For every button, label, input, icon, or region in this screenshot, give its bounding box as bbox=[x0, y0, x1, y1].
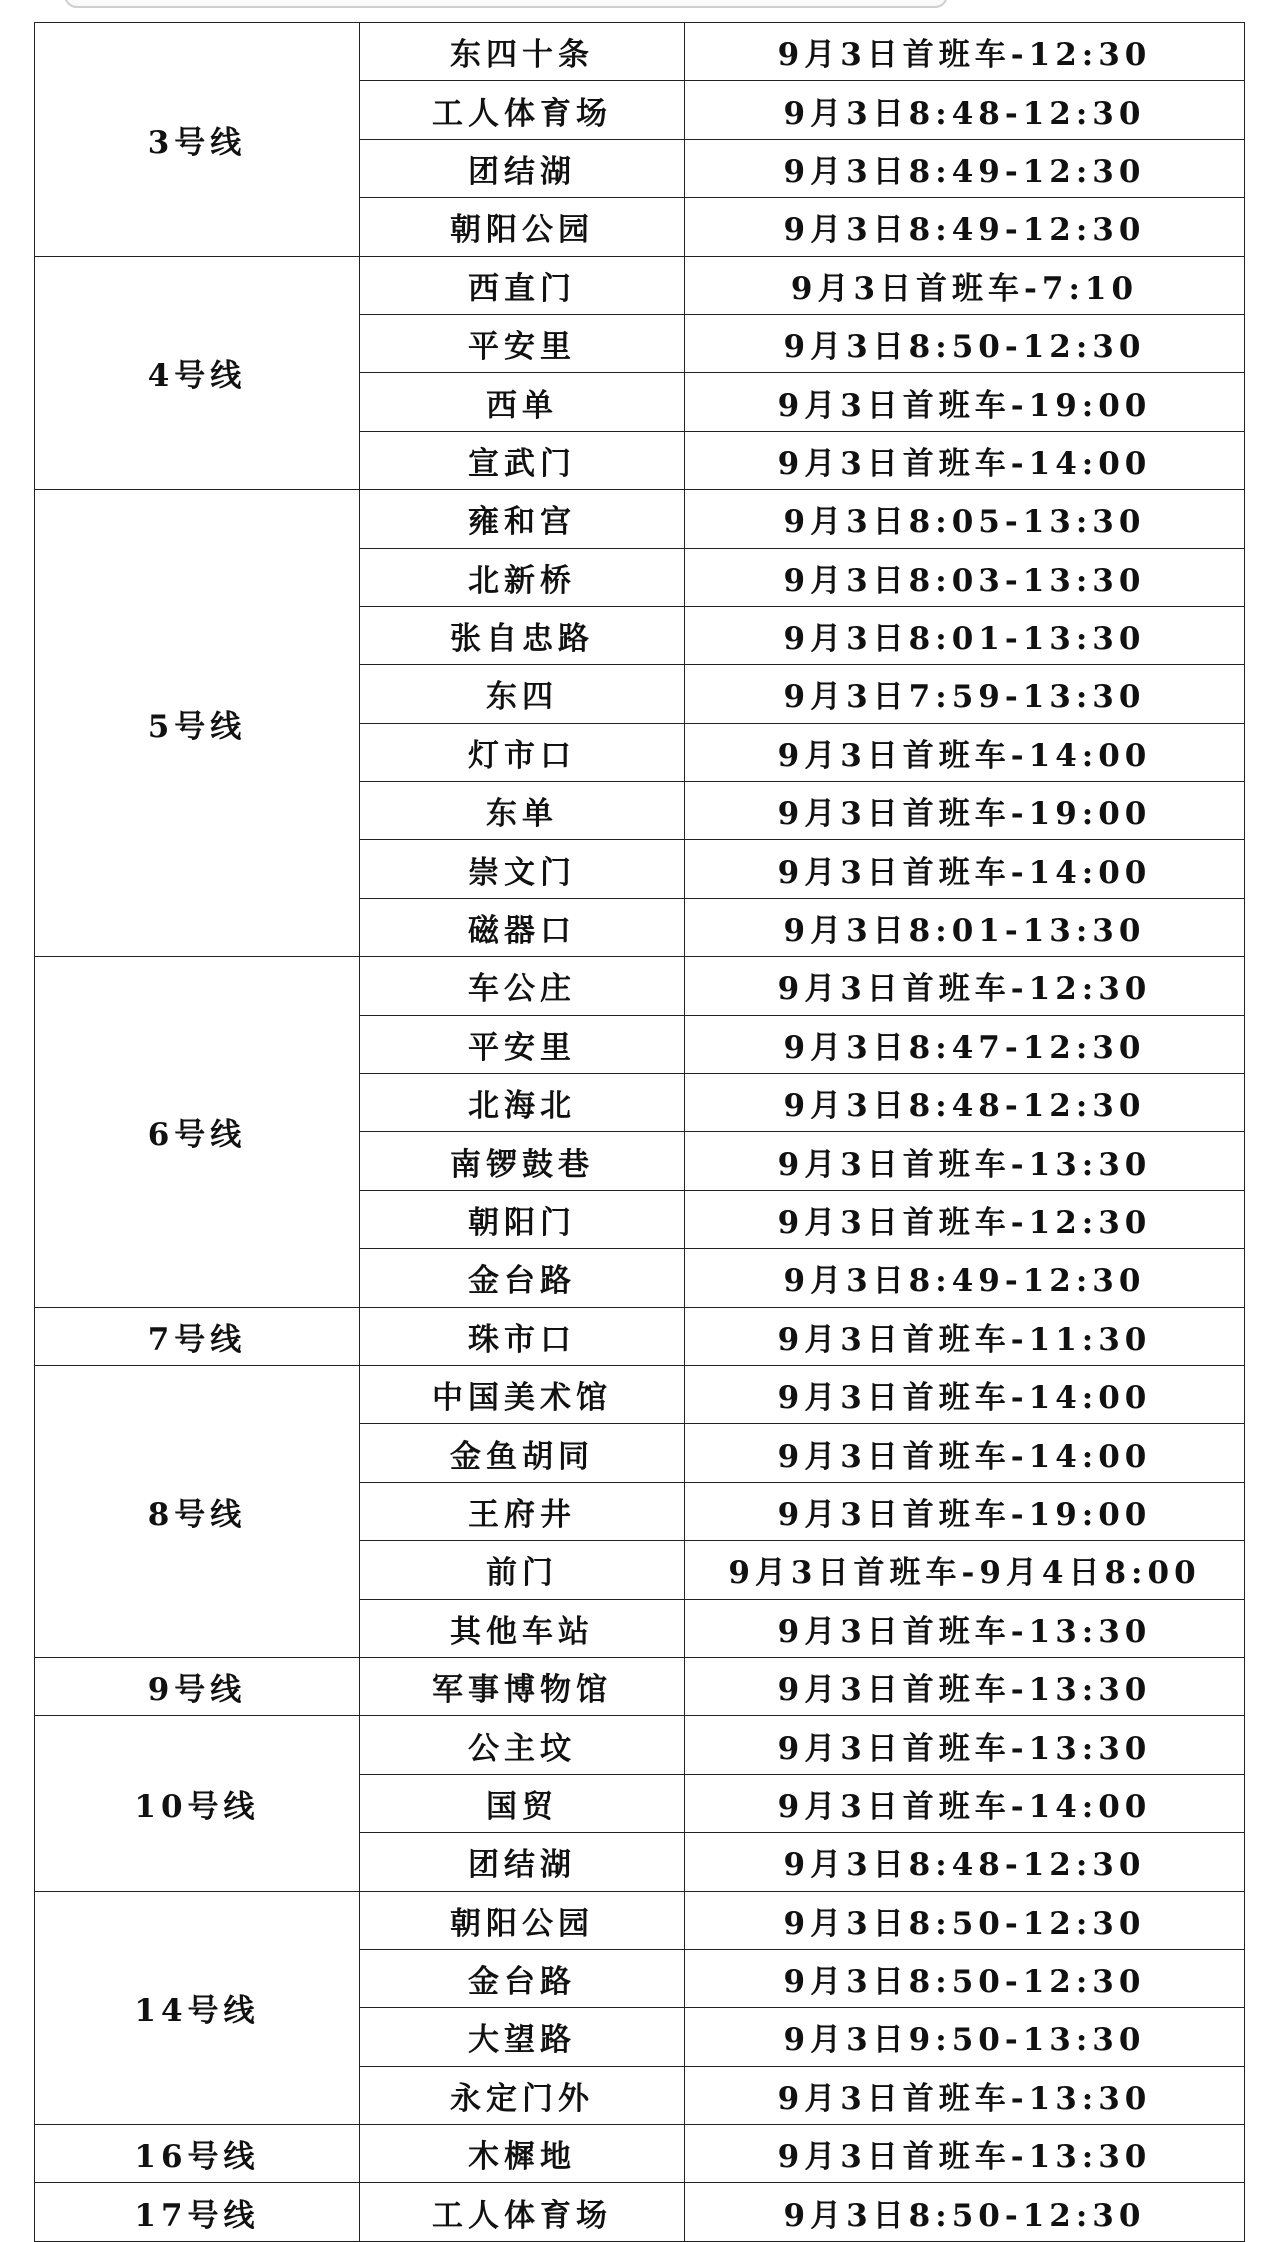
station-name-cell: 金鱼胡同 bbox=[360, 1424, 685, 1482]
closure-time-cell: 9月3日9:50-13:30 bbox=[685, 2008, 1245, 2066]
station-name-cell: 北海北 bbox=[360, 1074, 685, 1132]
station-name-cell: 公主坟 bbox=[360, 1716, 685, 1774]
table-row bbox=[35, 490, 1245, 548]
line-name-cell: 16号线 bbox=[35, 2125, 360, 2183]
station-name-cell: 工人体育场 bbox=[360, 2183, 685, 2241]
closure-time-cell: 9月3日首班车-7:10 bbox=[685, 256, 1245, 314]
station-name-cell: 永定门外 bbox=[360, 2066, 685, 2124]
closure-time-cell: 9月3日首班车-14:00 bbox=[685, 723, 1245, 781]
closure-time-cell: 9月3日8:47-12:30 bbox=[685, 1015, 1245, 1073]
line-name-cell: 17号线 bbox=[35, 2183, 360, 2241]
station-name-cell: 崇文门 bbox=[360, 840, 685, 898]
line-name-cell: 10号线 bbox=[35, 1716, 360, 1891]
station-name-cell: 东单 bbox=[360, 782, 685, 840]
closure-time-cell: 9月3日首班车-13:30 bbox=[685, 1132, 1245, 1190]
station-name-cell: 王府井 bbox=[360, 1482, 685, 1540]
station-name-cell: 朝阳公园 bbox=[360, 198, 685, 256]
table-row bbox=[35, 1891, 1245, 1949]
station-name-cell: 团结湖 bbox=[360, 139, 685, 197]
station-closure-table bbox=[34, 22, 1245, 2242]
station-name-cell: 车公庄 bbox=[360, 957, 685, 1015]
station-name-cell: 金台路 bbox=[360, 1249, 685, 1307]
closure-time-cell: 9月3日首班车-13:30 bbox=[685, 1599, 1245, 1657]
station-name-cell: 平安里 bbox=[360, 1015, 685, 1073]
closure-time-cell: 9月3日8:01-13:30 bbox=[685, 606, 1245, 664]
station-name-cell: 磁器口 bbox=[360, 898, 685, 956]
closure-time-cell: 9月3日首班车-19:00 bbox=[685, 1482, 1245, 1540]
closure-time-cell: 9月3日首班车-13:30 bbox=[685, 1716, 1245, 1774]
table-row bbox=[35, 1365, 1245, 1423]
station-name-cell: 北新桥 bbox=[360, 548, 685, 606]
closure-time-cell: 9月3日8:48-12:30 bbox=[685, 1074, 1245, 1132]
closure-time-cell: 9月3日8:50-12:30 bbox=[685, 1949, 1245, 2007]
table-row bbox=[35, 2183, 1245, 2241]
station-name-cell: 张自忠路 bbox=[360, 606, 685, 664]
closure-time-cell: 9月3日7:59-13:30 bbox=[685, 665, 1245, 723]
closure-time-cell: 9月3日首班车-13:30 bbox=[685, 2066, 1245, 2124]
station-name-cell: 东四十条 bbox=[360, 23, 685, 81]
station-name-cell: 工人体育场 bbox=[360, 81, 685, 139]
closure-time-cell: 9月3日首班车-13:30 bbox=[685, 1657, 1245, 1715]
station-name-cell: 雍和宫 bbox=[360, 490, 685, 548]
station-name-cell: 灯市口 bbox=[360, 723, 685, 781]
station-name-cell: 国贸 bbox=[360, 1774, 685, 1832]
station-name-cell: 朝阳门 bbox=[360, 1190, 685, 1248]
closure-time-cell: 9月3日8:05-13:30 bbox=[685, 490, 1245, 548]
station-name-cell: 大望路 bbox=[360, 2008, 685, 2066]
closure-time-cell: 9月3日8:03-13:30 bbox=[685, 548, 1245, 606]
closure-time-cell: 9月3日首班车-9月4日8:00 bbox=[685, 1541, 1245, 1599]
station-name-cell: 宣武门 bbox=[360, 431, 685, 489]
station-name-cell: 西直门 bbox=[360, 256, 685, 314]
closure-time-cell: 9月3日首班车-19:00 bbox=[685, 373, 1245, 431]
closure-time-cell: 9月3日8:50-12:30 bbox=[685, 314, 1245, 372]
station-name-cell: 西单 bbox=[360, 373, 685, 431]
station-name-cell: 平安里 bbox=[360, 314, 685, 372]
line-name-cell: 3号线 bbox=[35, 23, 360, 257]
closure-time-cell: 9月3日首班车-14:00 bbox=[685, 1424, 1245, 1482]
closure-time-cell: 9月3日首班车-11:30 bbox=[685, 1307, 1245, 1365]
top-edge-fragment bbox=[64, 0, 948, 8]
closure-time-cell: 9月3日首班车-14:00 bbox=[685, 840, 1245, 898]
station-name-cell: 金台路 bbox=[360, 1949, 685, 2007]
station-name-cell: 中国美术馆 bbox=[360, 1365, 685, 1423]
closure-time-cell: 9月3日首班车-13:30 bbox=[685, 2125, 1245, 2183]
station-name-cell: 团结湖 bbox=[360, 1833, 685, 1891]
closure-time-cell: 9月3日首班车-19:00 bbox=[685, 782, 1245, 840]
closure-time-cell: 9月3日8:48-12:30 bbox=[685, 1833, 1245, 1891]
closure-time-cell: 9月3日8:01-13:30 bbox=[685, 898, 1245, 956]
closure-time-cell: 9月3日8:49-12:30 bbox=[685, 139, 1245, 197]
table-row bbox=[35, 1307, 1245, 1365]
table-row bbox=[35, 2125, 1245, 2183]
closure-time-cell: 9月3日首班车-14:00 bbox=[685, 431, 1245, 489]
station-name-cell: 珠市口 bbox=[360, 1307, 685, 1365]
line-name-cell: 4号线 bbox=[35, 256, 360, 490]
closure-time-cell: 9月3日8:49-12:30 bbox=[685, 1249, 1245, 1307]
closure-time-cell: 9月3日8:50-12:30 bbox=[685, 1891, 1245, 1949]
table-row bbox=[35, 256, 1245, 314]
table-row bbox=[35, 1716, 1245, 1774]
closure-time-cell: 9月3日首班车-14:00 bbox=[685, 1774, 1245, 1832]
table-row bbox=[35, 957, 1245, 1015]
closure-time-cell: 9月3日首班车-14:00 bbox=[685, 1365, 1245, 1423]
station-name-cell: 南锣鼓巷 bbox=[360, 1132, 685, 1190]
station-name-cell: 其他车站 bbox=[360, 1599, 685, 1657]
closure-time-cell: 9月3日8:49-12:30 bbox=[685, 198, 1245, 256]
line-name-cell: 7号线 bbox=[35, 1307, 360, 1365]
closure-time-cell: 9月3日8:48-12:30 bbox=[685, 81, 1245, 139]
closure-time-cell: 9月3日首班车-12:30 bbox=[685, 1190, 1245, 1248]
closure-time-cell: 9月3日首班车-12:30 bbox=[685, 23, 1245, 81]
table-row bbox=[35, 1657, 1245, 1715]
station-name-cell: 东四 bbox=[360, 665, 685, 723]
closure-time-cell: 9月3日首班车-12:30 bbox=[685, 957, 1245, 1015]
station-name-cell: 朝阳公园 bbox=[360, 1891, 685, 1949]
station-name-cell: 前门 bbox=[360, 1541, 685, 1599]
line-name-cell: 8号线 bbox=[35, 1365, 360, 1657]
closure-time-cell: 9月3日8:50-12:30 bbox=[685, 2183, 1245, 2241]
line-name-cell: 14号线 bbox=[35, 1891, 360, 2125]
line-name-cell: 6号线 bbox=[35, 957, 360, 1307]
table-row bbox=[35, 23, 1245, 81]
table-body bbox=[35, 23, 1245, 2242]
station-name-cell: 军事博物馆 bbox=[360, 1657, 685, 1715]
station-name-cell: 木樨地 bbox=[360, 2125, 685, 2183]
line-name-cell: 5号线 bbox=[35, 490, 360, 957]
line-name-cell: 9号线 bbox=[35, 1657, 360, 1715]
